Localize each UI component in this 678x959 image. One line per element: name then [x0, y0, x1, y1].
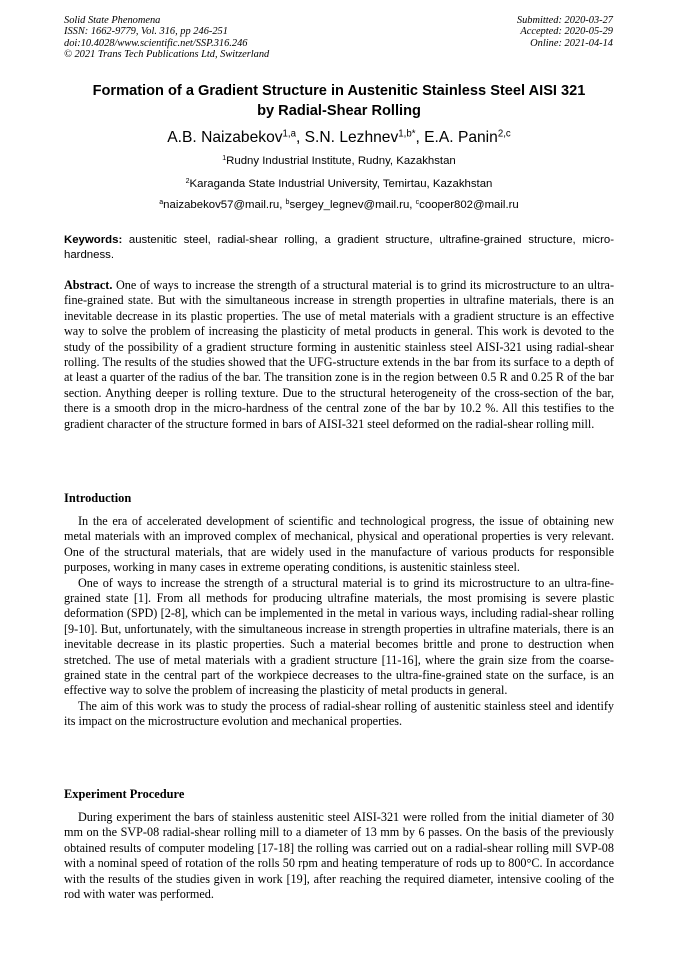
online-date: Online: 2021-04-14 — [530, 37, 613, 49]
title-line-1: Formation of a Gradient Structure in Austenitic Stainless Steel AISI 321 — [92, 83, 586, 99]
affiliation-text: Karaganda State Industrial University, Temirtau, Kazakhstan — [189, 178, 493, 190]
author-superscript: 1,b* — [398, 128, 416, 140]
affiliation-2 — [0, 177, 678, 191]
author-separator: , — [295, 129, 305, 146]
submission-dates — [517, 15, 613, 49]
email-superscript: b — [285, 199, 290, 207]
author-name: S.N. Lezhnev — [304, 129, 399, 146]
title-line-2: by Radial-Shear Rolling — [257, 103, 421, 119]
email-superscript: a — [159, 199, 164, 207]
author-superscript: 1,a — [282, 128, 296, 140]
paragraph: During experiment the bars of stainless austenitic steel AISI-321 were rolled from the initial diameter of 30 mm on the SVP-08 radial-shear rolling mill to a diameter of 13 mm by 6 passes. On the basis of the previously obtained results of computer modeling [17-18] the rolling was carried out on a radial-shear rolling mill SVP-08 with a nominal speed of rotation of the rolls 50 rpm and heating temperature of rods up to 800°C. In accordance with the results of the studies given in work [19], after reaching the required diameter, intensive cooling of the rod with water was performed. — [64, 810, 614, 902]
experiment-body — [64, 810, 614, 902]
affiliation-text: Rudny Industrial Institute, Rudny, Kazakhstan — [226, 155, 456, 167]
paper-title — [50, 81, 628, 121]
journal-info — [64, 15, 269, 61]
paragraph: One of ways to increase the strength of a structural material is to grind its microstructure to an ultra-fine-grained state [1]. From all methods for producing ultrafine materials, the most promising is severe plastic deformation (SPD) [2-8], which can be implemented in the metal in various ways, including radial-shear rolling [9-10]. But, unfortunately, with the simultaneous increase in strength properties in ultrafine materials, there is an inevitable decrease in its plastic properties. Such a material becomes brittle and prone to destruction when stretched. The use of metal materials with a gradient structure [11-16], where the grain size from the coarse-grained state in the central part of the workpiece decreases to the ultra-fine-grained state on the surface, is an effective way to solve the problem of increasing the plasticity of metal products in general. — [64, 575, 614, 698]
author-list — [0, 128, 678, 148]
affiliation-1 — [0, 154, 678, 168]
keywords-text: austenitic steel, radial-shear rolling, a gradient structure, ultrafine-grained structure, micro-hardness. — [64, 234, 614, 261]
author-superscript: 2,c — [497, 128, 511, 140]
journal-name: Solid State Phenomena — [64, 15, 161, 26]
journal-doi[interactable]: doi:10.4028/www.scientific.net/SSP.316.246 — [64, 37, 248, 49]
introduction-body — [64, 514, 614, 730]
abstract-text: One of ways to increase the strength of a structural material is to grind its microstructure to an ultra-fine-grained state. But with the simultaneous increase in strength properties in ultrafine materials, there is an inevitable decrease in its plastic properties. The use of metal materials with a gradient structure is an effective way to solve the problem of increasing the plasticity of metal products in general. This work is devoted to the study of the possibility of a gradient structure forming in austenitic stainless steel AISI-321 using radial-shear rolling. The results of the studies showed that the UFG-structure extends in the bar from its surface to a depth of at least a quarter of the radius of the bar. The transition zone is in the region between 0.5 R and 0.25 R of the bar section. Anything deeper is rolling texture. Due to the structural heterogeneity of the cross-section of the bar, there is a smooth drop in the micro-hardness of the central zone of the bar by 10.2 %. All this testifies to the gradient character of the structure formed in bars of AISI-321 steel deformed on the radial-shear rolling mill. — [64, 278, 614, 431]
paragraph: The aim of this work was to study the process of radial-shear rolling of austenitic stainless steel and identify its impact on the microstructure evolution and mechanical properties. — [64, 698, 614, 729]
paragraph: In the era of accelerated development of scientific and technological progress, the issue of obtaining new metal materials with an improved complex of mechanical, physical and operational properties is very relevant. One of the structural materials, that are widely used in the manufacture of various products for responsible purposes, working in many cases in extreme operating conditions, is austenitic stainless steel. — [64, 514, 614, 575]
abstract-label: Abstract. — [64, 278, 113, 292]
submitted-date: Submitted: 2020-03-27 — [516, 15, 613, 26]
journal-copyright: © 2021 Trans Tech Publications Ltd, Switzerland — [64, 49, 270, 61]
accepted-date: Accepted: 2020-05-29 — [520, 26, 613, 38]
email-superscript: c — [415, 199, 420, 207]
experiment-heading: Experiment Procedure — [64, 787, 185, 801]
email-address[interactable]: sergey_legnev@mail.ru, — [289, 199, 416, 211]
keywords-section — [64, 233, 614, 263]
email-address[interactable]: cooper802@mail.ru — [419, 199, 519, 211]
author-separator: , — [415, 129, 425, 146]
abstract-section — [64, 278, 614, 432]
email-address[interactable]: naizabekov57@mail.ru, — [163, 199, 286, 211]
author-name: E.A. Panin — [424, 129, 498, 146]
introduction-heading: Introduction — [64, 491, 132, 505]
journal-issn: ISSN: 1662-9779, Vol. 316, pp 246-251 — [64, 26, 228, 38]
author-name: A.B. Naizabekov — [167, 129, 283, 146]
affiliation-superscript: 1 — [222, 155, 227, 163]
affiliation-superscript: 2 — [185, 178, 190, 186]
author-emails — [0, 198, 678, 212]
keywords-label: Keywords: — [64, 234, 123, 246]
